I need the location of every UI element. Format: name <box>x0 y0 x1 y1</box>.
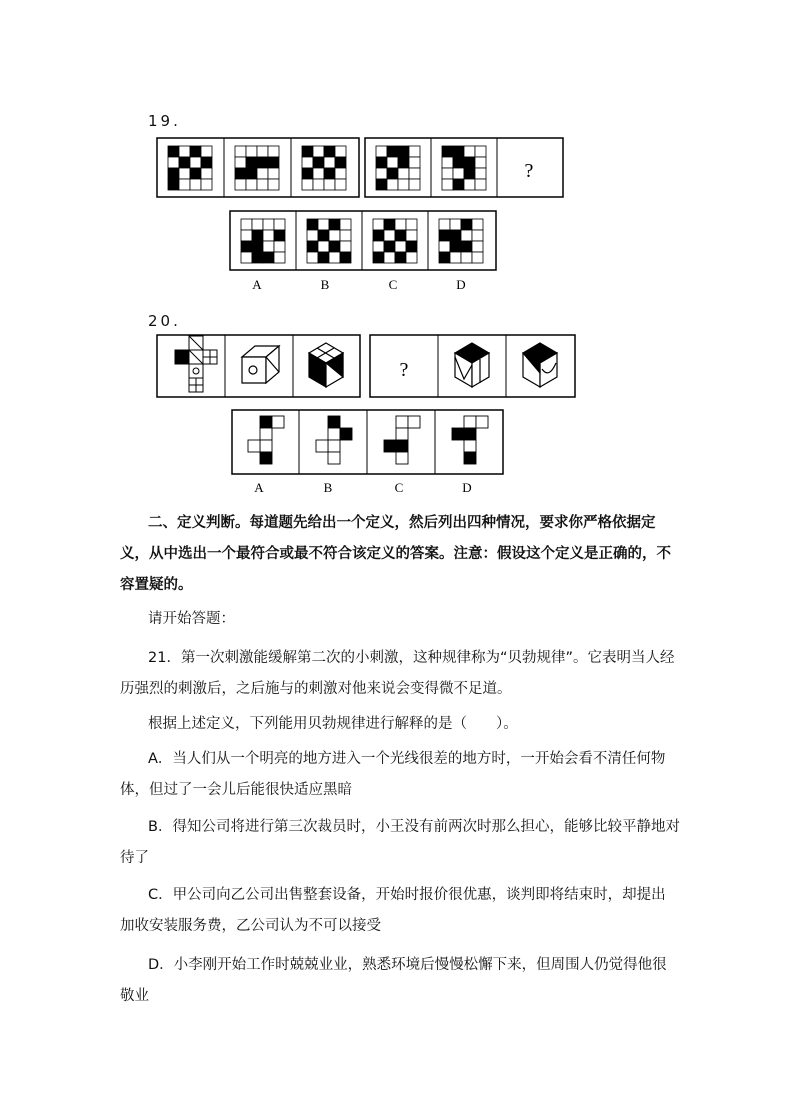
option-grid-3 <box>373 219 417 263</box>
q19-option-a[interactable]: A <box>252 277 262 292</box>
q20-option-labels <box>230 477 505 497</box>
cube-with-cross-icon <box>309 343 343 387</box>
q20-option-c[interactable]: C <box>394 480 404 495</box>
q21-option-d[interactable]: D．小李刚开始工作时兢兢业业，熟悉环境后慢慢松懈下来，但周围人仍觉得他很敬业 <box>120 957 667 1004</box>
q19-option-labels <box>228 274 498 294</box>
option-grid-4 <box>439 219 483 263</box>
q20-sequence-figure <box>155 333 580 399</box>
cube-with-triangles-icon <box>455 343 489 387</box>
option-grid-2 <box>307 219 351 263</box>
q19-options-figure <box>228 209 498 273</box>
q21-question: 根据上述定义，下列能用贝勃规律进行解释的是（ ）。 <box>148 716 518 732</box>
cube-net-option-1 <box>248 416 284 464</box>
cube-net-icon <box>175 336 217 392</box>
q20-option-d[interactable]: D <box>462 480 472 495</box>
q21-option-c[interactable]: C．甲公司向乙公司出售整套设备，开始时报价很优惠，谈判即将结束时，却提出加收安装服务费，乙公司认为不可以接受 <box>120 887 666 934</box>
cube-with-circle-icon <box>242 346 279 383</box>
start-prompt: 请开始答题： <box>148 611 235 627</box>
question-20-number: 20. <box>148 312 181 330</box>
cube-with-arc-icon <box>523 343 557 387</box>
section-heading: 二、定义判断。每道题先给出一个定义，然后列出四种情况，要求你严格依据定义，从中选出一个最符合或最不符合该定义的答案。注意：假设这个定义是正确的，不容置疑的。 <box>120 515 671 593</box>
q20-option-a[interactable]: A <box>254 480 264 495</box>
q21-option-b[interactable]: B．得知公司将进行第三次裁员时，小王没有前两次时那么担心，能够比较平静地对待了 <box>120 819 680 866</box>
q20-question-mark: ? <box>399 359 409 381</box>
cube-net-option-4 <box>452 416 488 464</box>
q19-sequence-figure <box>155 136 565 200</box>
seq-grid-2 <box>235 146 279 190</box>
q20-options-figure <box>230 408 505 476</box>
seq-grid-4 <box>376 146 420 190</box>
seq-grid-3 <box>302 146 346 190</box>
cube-net-option-2 <box>316 416 352 464</box>
q20-option-b[interactable]: B <box>323 480 333 495</box>
question-19-number: 19. <box>148 112 181 130</box>
q21-stem: 21．第一次刺激能缓解第二次的小刺激，这种规律称为“贝勃规律”。它表明当人经历强烈的刺激后，之后施与的刺激对他来说会变得微不足道。 <box>120 650 675 697</box>
cube-net-option-3 <box>384 416 420 464</box>
seq-grid-5 <box>442 146 486 190</box>
q19-option-b[interactable]: B <box>320 277 330 292</box>
q19-option-c[interactable]: C <box>388 277 398 292</box>
option-grid-1 <box>241 219 285 263</box>
q19-option-d[interactable]: D <box>456 277 466 292</box>
seq-grid-1 <box>168 146 212 190</box>
q19-question-mark: ? <box>524 160 534 182</box>
q21-option-a[interactable]: A．当人们从一个明亮的地方进入一个光线很差的地方时，一开始会看不清任何物体，但过了一会儿后能很快适应黑暗 <box>120 751 666 798</box>
